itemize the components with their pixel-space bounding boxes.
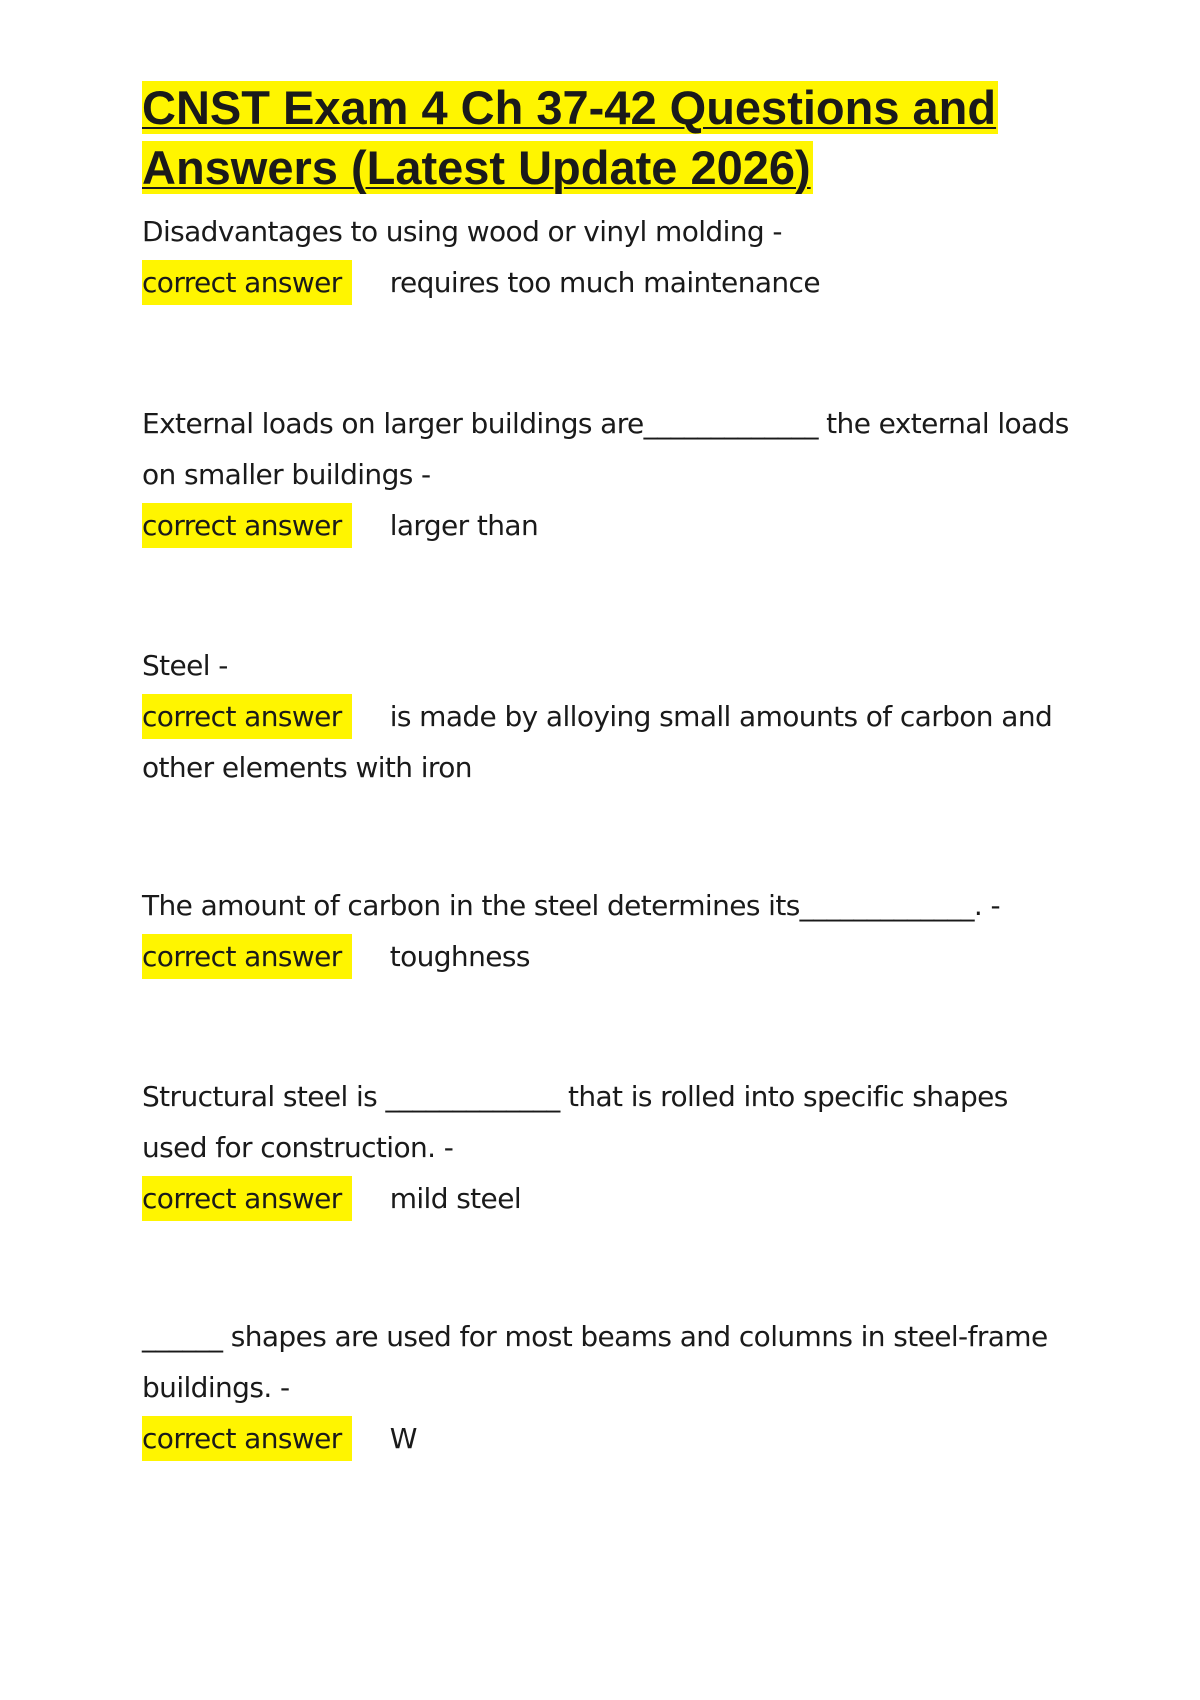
correct-answer-tag: correct answer	[142, 934, 352, 979]
qa-item-6	[142, 1311, 1072, 1464]
answer-line	[142, 931, 1072, 982]
question-text: ______ shapes are used for most beams and columns in steel-frame buildings. -	[142, 1320, 1048, 1404]
correct-answer-tag: correct answer	[142, 503, 352, 548]
correct-answer-tag: correct answer	[142, 260, 352, 305]
answer-text: mild steel	[389, 1182, 521, 1215]
qa-item-1	[142, 206, 1072, 308]
answer-line	[142, 1413, 1072, 1464]
correct-answer-tag: correct answer	[142, 694, 352, 739]
answer-line	[142, 257, 1072, 308]
answer-line	[142, 1173, 1072, 1224]
answer-text: toughness	[389, 940, 530, 973]
answer-text: W	[389, 1422, 417, 1455]
qa-item-2	[142, 398, 1072, 551]
answer-line	[142, 500, 1072, 551]
question-text: Disadvantages to using wood or vinyl molding -	[142, 215, 782, 248]
qa-item-4	[142, 880, 1072, 982]
question-text: Structural steel is _____________ that is rolled into specific shapes used for construction. -	[142, 1080, 1008, 1164]
question-text: External loads on larger buildings are_____________ the external loads on smaller buildings -	[142, 407, 1069, 491]
answer-text: requires too much maintenance	[389, 266, 820, 299]
question-text: The amount of carbon in the steel determines its_____________. -	[142, 889, 1000, 922]
correct-answer-tag: correct answer	[142, 1416, 352, 1461]
answer-text: larger than	[389, 509, 539, 542]
answer-text: is made by alloying small amounts of carbon and other elements with iron	[142, 700, 1053, 784]
qa-item-3	[142, 640, 1072, 793]
answer-line	[142, 691, 1072, 793]
qa-item-5	[142, 1071, 1072, 1224]
correct-answer-tag: correct answer	[142, 1176, 352, 1221]
document-title: CNST Exam 4 Ch 37-42 Questions and Answers (Latest Update 2026)	[142, 81, 997, 194]
question-text: Steel -	[142, 649, 228, 682]
